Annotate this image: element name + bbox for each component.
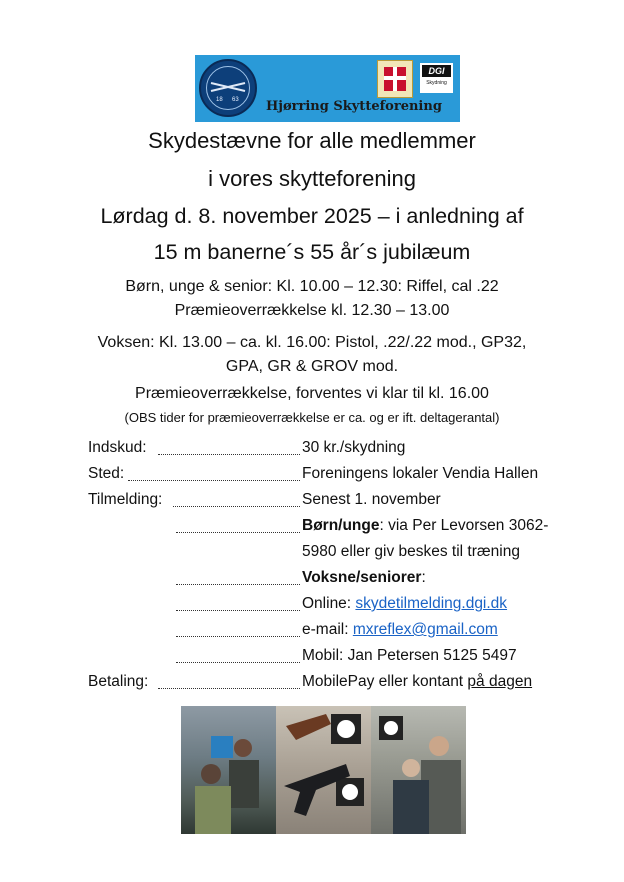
schedule-adults-2: GPA, GR & GROV mod. [225,358,399,375]
sted-value: Foreningens lokaler Vendia Hallen [302,465,539,482]
indskud-value: 30 kr./skydning [302,439,406,456]
mobil-value: Mobil: Jan Petersen 5125 5497 [302,647,517,664]
shooting-collage-photo [181,706,466,834]
born-value: Børn/unge: via Per Levorsen 3062- [302,517,549,534]
betaling-underline: på dagen [467,673,533,690]
shooters-at-range-right-photo [371,706,466,834]
date-line: Lørdag d. 8. november 2025 – i anledning af [100,204,524,228]
tilmelding-label: Tilmelding: [88,491,163,508]
seal-year-right: 63 [232,97,239,103]
seal-year-left: 18 [216,97,223,103]
tilmelding-value: Senest 1. november [302,491,441,508]
voksne-value: Voksne/seniorer: [302,569,426,586]
title-line-2: i vores skytteforening [208,166,416,191]
shooters-at-range-photo [181,706,276,834]
club-seal-icon [199,59,257,117]
born-heading: Børn/unge [302,517,380,534]
schedule-awards-2: Præmieoverrækkelse, forventes vi klar til kl. 16.00 [135,385,489,402]
club-name: Hjørring Skytteforening [266,99,442,114]
jubilee-line: 15 m banerne´s 55 år´s jubilæum [153,240,471,264]
schedule-note: (OBS tider for præmieoverrækkelse er ca. og er ift. deltagerantal) [124,410,500,425]
schedule-awards-1: Præmieoverrækkelse kl. 12.30 – 13.00 [174,302,450,319]
online-link[interactable]: skydetilmelding.dgi.dk [355,595,508,612]
club-banner [195,55,460,122]
betaling-label: Betaling: [88,673,149,690]
voksne-heading: Voksne/seniorer [302,569,422,586]
indskud-label: Indskud: [88,439,147,456]
dgi-logo: DGI Skydning [420,63,453,93]
email-link[interactable]: mxreflex@gmail.com [352,621,498,638]
online-label: Online: [302,595,356,612]
betaling-value: MobilePay eller kontant [302,673,468,690]
born-value-2: 5980 eller giv beskes til træning [302,543,520,560]
coat-of-arms-icon [377,60,413,98]
title-line-1: Skydestævne for alle medlemmer [148,128,476,153]
sted-label: Sted: [88,465,125,482]
schedule-adults: Voksen: Kl. 13.00 – ca. kl. 16.00: Pistol, .22/.22 mod., GP32, [97,334,527,351]
pistol-and-targets-photo [276,706,371,834]
schedule-children: Børn, unge & senior: Kl. 10.00 – 12.30: Riffel, cal .22 [125,278,499,295]
email-label: e-mail: [302,621,353,638]
